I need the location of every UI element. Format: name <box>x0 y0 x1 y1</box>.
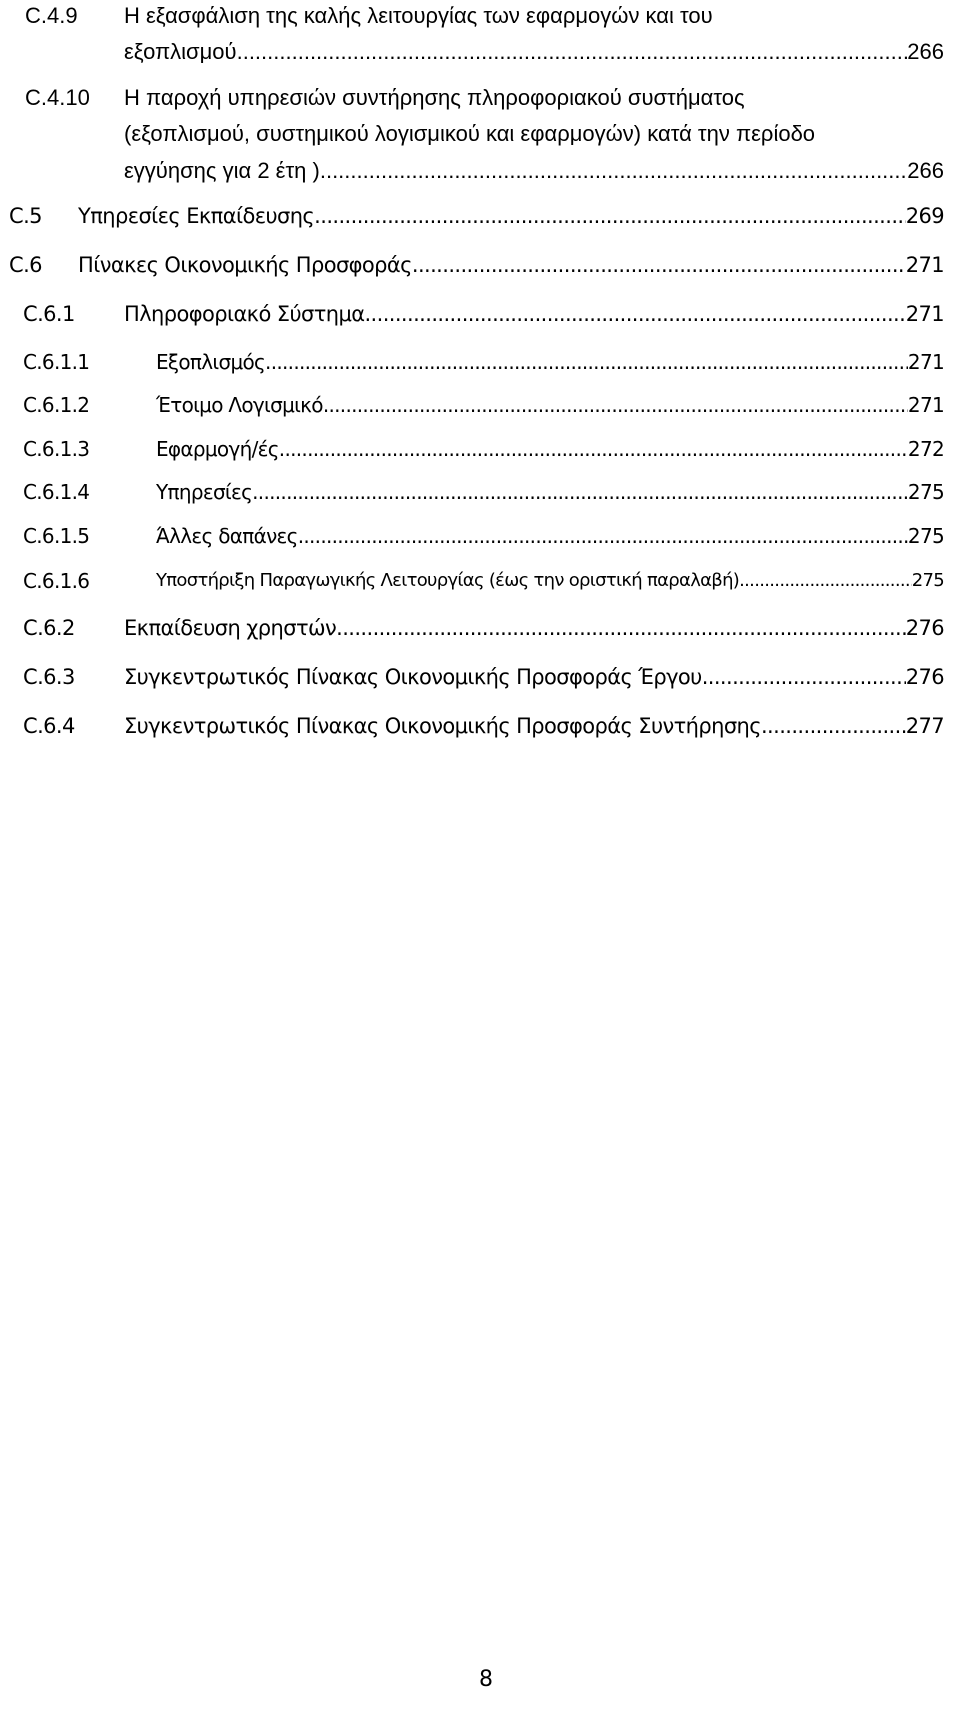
toc-title: Εξοπλισμός <box>156 350 266 374</box>
toc-page-number: 271 <box>907 350 944 374</box>
toc-title: Έτοιμο Λογισμικό <box>156 393 323 417</box>
dot-leader <box>412 252 906 279</box>
toc-number: C.6.1 <box>23 302 75 326</box>
toc-page-number: 275 <box>907 524 944 548</box>
dot-leader <box>320 157 907 184</box>
toc-title: Υπηρεσίες <box>156 480 253 504</box>
toc-page-number: 277 <box>905 714 944 738</box>
toc-title: Συγκεντρωτικός Πίνακας Οικονομικής Προσφοράς Έργου <box>124 665 702 689</box>
toc-number: C.4.9 <box>25 3 78 28</box>
toc-number: C.6.4 <box>23 714 75 738</box>
toc-title-line: εξοπλισμού. <box>124 39 243 64</box>
dot-leader <box>323 392 908 418</box>
toc-number: C.6.1.6 <box>23 569 90 593</box>
toc-number: C.6.1.4 <box>23 480 90 504</box>
toc-page-number: 276 <box>905 616 944 640</box>
dot-leader <box>243 38 908 65</box>
dot-leader <box>314 203 906 230</box>
toc-page-number: 272 <box>907 437 944 461</box>
toc-title: Άλλες δαπάνες <box>156 524 298 548</box>
toc-title-line: (εξοπλισμού, συστημικού λογισμικού και εφαρμογών) κατά την περίοδο <box>124 121 816 146</box>
toc-page-number: 269 <box>905 204 944 228</box>
toc-title: Εφαρμογή/ές <box>156 437 279 461</box>
toc-number: C.6.1.1 <box>23 350 90 374</box>
toc-page-number: 276 <box>905 665 944 689</box>
toc-number: C.6 <box>9 253 42 277</box>
toc-number: C.6.1.5 <box>23 524 90 548</box>
toc-page-number: 271 <box>905 302 944 326</box>
toc-title: Πληροφοριακό Σύστημα <box>124 302 365 326</box>
toc-title: Υποστήριξη Παραγωγικής Λειτουργίας (έως την οριστική παραλαβή) <box>156 570 740 591</box>
toc-title: Πίνακες Οικονομικής Προσφοράς <box>78 253 412 277</box>
toc-page-number: 275 <box>911 570 944 591</box>
dot-leader <box>298 523 908 549</box>
dot-leader <box>761 713 906 740</box>
toc-title-line: Η παροχή υπηρεσιών συντήρησης πληροφοριακού συστήματος <box>124 85 745 110</box>
toc-title: Εκπαίδευση χρηστών <box>124 616 337 640</box>
toc-number: C.6.2 <box>23 616 75 640</box>
toc-title-line: εγγύησης για 2 έτη ) <box>124 158 320 183</box>
page-number: 8 <box>479 1667 493 1692</box>
toc-title-line: Η εξασφάλιση της καλής λειτουργίας των εφαρμογών και του <box>124 3 713 28</box>
toc-number: C.5 <box>9 204 42 228</box>
toc-number: C.6.1.2 <box>23 393 90 417</box>
dot-leader <box>265 349 908 375</box>
dot-leader <box>252 479 908 505</box>
dot-leader <box>702 664 906 691</box>
toc-page-number: 275 <box>907 480 944 504</box>
dot-leader <box>364 301 905 328</box>
toc-page-number: 266 <box>907 158 944 183</box>
toc-page-number: 266 <box>907 39 944 64</box>
dot-leader <box>279 436 908 462</box>
toc-title: Συγκεντρωτικός Πίνακας Οικονομικής Προσφοράς Συντήρησης <box>124 714 761 738</box>
toc-number: C.6.1.3 <box>23 437 90 461</box>
toc-number: C.4.10 <box>25 85 90 110</box>
toc-number: C.6.3 <box>23 665 75 689</box>
toc-page-number: 271 <box>907 393 944 417</box>
dot-leader <box>739 569 912 593</box>
toc-title: Υπηρεσίες Εκπαίδευσης <box>78 204 315 228</box>
toc-page-number: 271 <box>905 253 944 277</box>
dot-leader <box>336 615 906 642</box>
